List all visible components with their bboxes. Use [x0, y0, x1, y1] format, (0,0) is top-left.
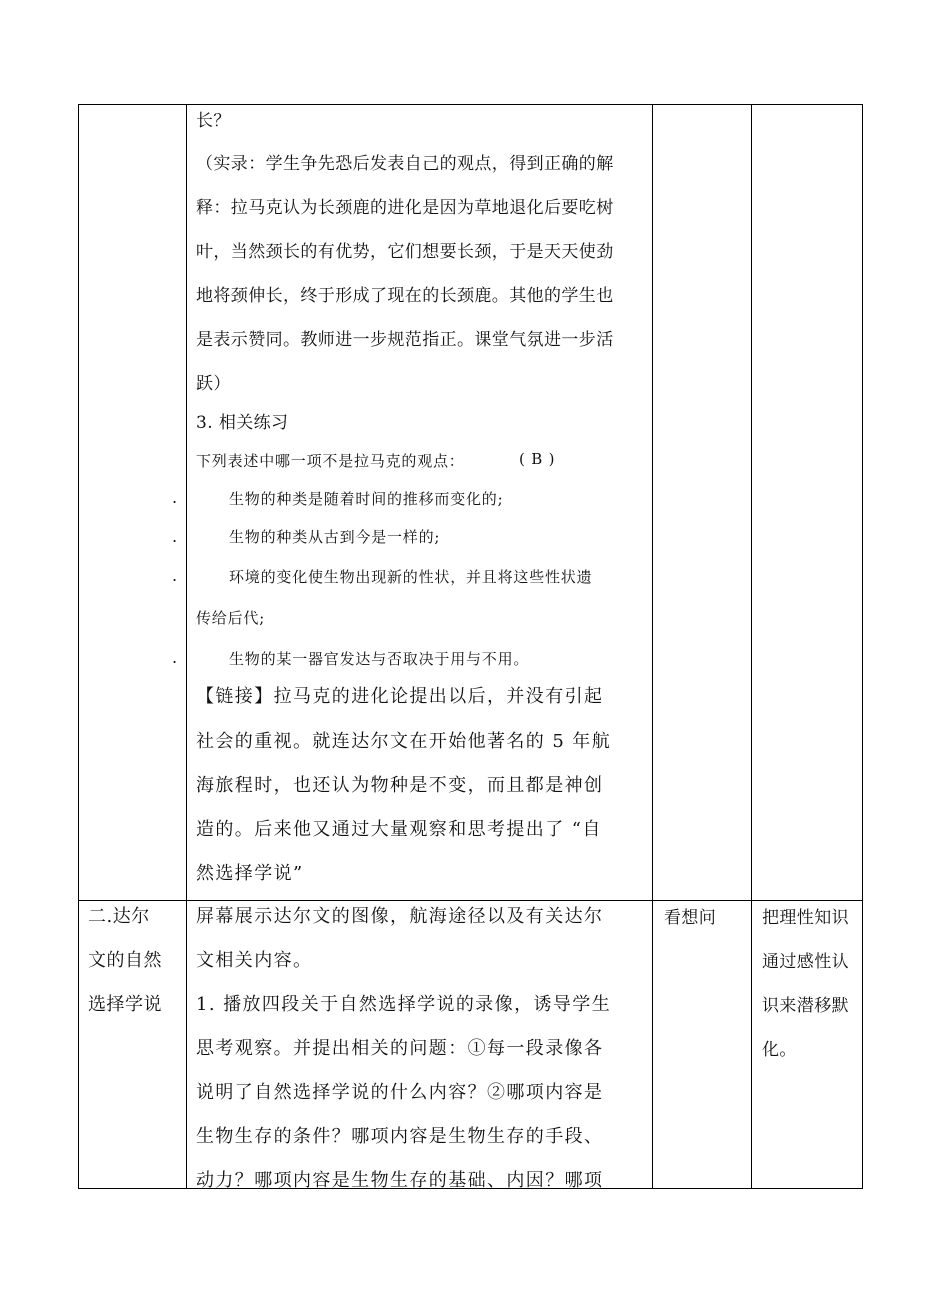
row1-line-2: （实录：学生争先恐后发表自己的观点，得到正确的解 [196, 154, 614, 174]
row2-col4-line-3: 识来潜移默 [762, 996, 849, 1016]
section-title: 3. 相关练习 [196, 413, 289, 433]
row1-line-6: 是表示赞同。教师进一步规范指正。课堂气氛进一步活 [196, 330, 614, 350]
row-divider [79, 900, 862, 901]
link-line-1: 【链接】拉马克的进化论提出以后，并没有引起 [196, 686, 604, 707]
row2-line-7: 动力？哪项内容是生物生存的基础、内因？哪项 [196, 1170, 604, 1191]
link-line-2: 社会的重视。就连达尔文在开始他著名的 5 年航 [196, 731, 612, 752]
row1-line-5: 地将颈伸长，终于形成了现在的长颈鹿。其他的学生也 [196, 286, 614, 306]
option-bullet-2: . [172, 527, 178, 546]
row2-col3-text: 看想问 [664, 908, 717, 928]
row2-line-5: 说明了自然选择学说的什么内容？②哪项内容是 [196, 1082, 604, 1103]
question-text: 下列表述中哪一项不是拉马克的观点： [196, 452, 465, 470]
row2-line-6: 生物生存的条件？哪项内容是生物生存的手段、 [196, 1126, 604, 1147]
row2-col1-line-3: 选择学说 [88, 994, 162, 1015]
option-text-1: 生物的种类是随着时间的推移而变化的; [229, 490, 504, 508]
option-bullet-3: . [172, 566, 178, 585]
row2-line-1: 屏幕展示达尔文的图像，航海途径以及有关达尔 [196, 906, 604, 927]
column-divider-2 [652, 105, 653, 1188]
link-line-3: 海旅程时，也还认为物种是不变，而且都是神创 [196, 775, 604, 796]
option-text-2: 生物的种类从古到今是一样的; [229, 528, 441, 546]
option-bullet-1: . [172, 488, 178, 507]
row1-line-4: 叶，当然颈长的有优势，它们想要长颈，于是天天使劲 [196, 242, 614, 262]
link-line-4: 造的。后来他又通过大量观察和思考提出了 “自 [196, 819, 602, 840]
column-divider-3 [751, 105, 752, 1188]
row2-line-3: 1. 播放四段关于自然选择学说的录像，诱导学生 [196, 994, 612, 1015]
link-line-5: 然选择学说” [196, 863, 304, 884]
row2-col4-line-4: 化。 [762, 1040, 797, 1060]
row1-line-1: 长？ [196, 111, 231, 131]
row2-col1-line-2: 文的自然 [88, 950, 162, 971]
column-divider-1 [186, 105, 187, 1188]
row2-line-2: 文相关内容。 [196, 950, 313, 971]
lesson-plan-table [78, 104, 863, 1189]
row2-line-4: 思考观察。并提出相关的问题：①每一段录像各 [196, 1038, 604, 1059]
option-bullet-4: . [172, 648, 178, 667]
row2-col4-line-2: 通过感性认 [762, 952, 849, 972]
option-text-3-cont: 传给后代; [196, 609, 266, 627]
question-answer: ( B ) [519, 450, 556, 468]
row1-line-3: 释：拉马克认为长颈鹿的进化是因为草地退化后要吃树 [196, 198, 614, 218]
row1-line-7: 跃） [196, 374, 231, 394]
option-text-4: 生物的某一器官发达与否取决于用与不用。 [229, 650, 530, 668]
row2-col1-line-1: 二.达尔 [88, 906, 150, 927]
option-text-3: 环境的变化使生物出现新的性状，并且将这些性状遗 [229, 568, 593, 586]
row2-col4-line-1: 把理性知识 [762, 908, 849, 928]
